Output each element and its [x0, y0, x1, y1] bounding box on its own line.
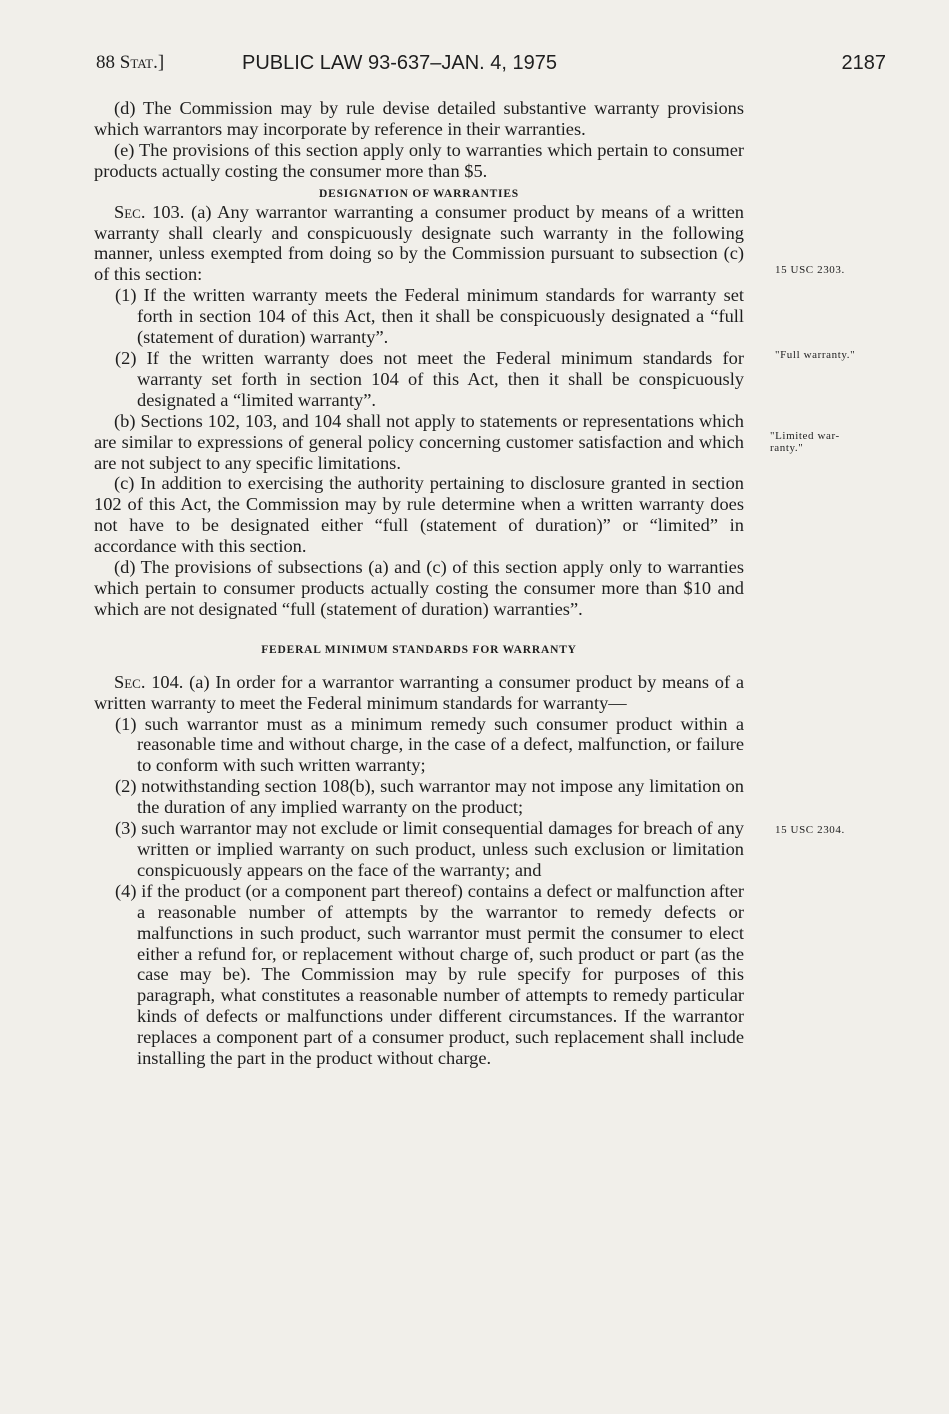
volume-citation: 88 Stat.] [96, 52, 165, 73]
law-title: PUBLIC LAW 93-637–JAN. 4, 1975 [242, 52, 557, 74]
section-103-b: (b) Sections 102, 103, and 104 shall not apply to statements or representations which are similar to expressions of general policy concerning customer satisfaction and which are not subject to any specific limitations. [94, 410, 744, 473]
paragraph-102-d: (d) The Commission may by rule devise detailed substantive warranty provisions which warrantors may incorporate by reference in their warranties. [94, 98, 744, 139]
sidenote-usc-2304: 15 USC 2304. [775, 824, 845, 836]
section-103-a-2: (2) If the written warranty does not meet the Federal minimum standards for warranty set forth in section 104 of this Act, then it shall be conspicuously designated a “limited warranty”. [115, 347, 744, 410]
section-label: Sec. 104. [114, 671, 184, 692]
section-label: Sec. 103. [114, 201, 185, 222]
section-104-a: Sec. 104. (a) In order for a warrantor warranting a consumer product by means of a written warranty to meet the Federal minimum standards for warranty— [94, 671, 745, 713]
sidenote-full-warranty: "Full warranty." [775, 349, 856, 361]
sidenote-limited-warranty: "Limited war- ranty." [770, 430, 840, 454]
section-104-a-4: (4) if the product (or a component part thereof) contains a defect or malfunction after a reasonable number of attempts by the warrantor to remedy defects or malfunctions in such product, such warrantor must permit the consumer to elect either a refund for, or replacement without charge of, such product or part (as the case may be). The Commission may by rule specify for purposes of this paragraph, what constitutes a reasonable number of attempts to remedy particular kinds of defects or malfunctions under different circumstances. If the warrantor replaces a component part of a consumer product, such replacement shall include installing the part in the product without charge. [115, 880, 744, 1069]
heading-federal-minimum-standards: FEDERAL MINIMUM STANDARDS FOR WARRANTY [261, 643, 577, 656]
statute-body [94, 98, 744, 1069]
section-104-a-2: (2) notwithstanding section 108(b), such warrantor may not impose any limitation on the duration of any implied warranty on the product; [115, 776, 744, 818]
section-103-a-1: (1) If the written warranty meets the Federal minimum standards for warranty set forth in section 104 of this Act, then it shall be conspicuously designated a “full (statement of duration) warranty”. [115, 285, 744, 348]
page-number: 2187 [841, 52, 886, 74]
heading-designation-of-warranties: DESIGNATION OF WARRANTIES [319, 187, 519, 200]
section-103-a: Sec. 103. (a) Any warrantor warranting a consumer product by means of a written warranty shall clearly and conspicuously designate such warranty in the following manner, unless exempted from doing so by the Commission pursuant to subsection (c) of this section: [94, 201, 744, 285]
section-104-a-3: (3) such warrantor may not exclude or limit consequential damages for breach of any written or implied warranty on such product, unless such exclusion or limitation conspicuously appears on the face of the warranty; and [115, 818, 744, 880]
section-104-a-1: (1) such warrantor must as a minimum remedy such consumer product within a reasonable time and without charge, in the case of a defect, malfunction, or failure to conform with such written warranty; [115, 713, 744, 776]
sidenote-usc-2303: 15 USC 2303. [775, 264, 845, 276]
paragraph-102-e: (e) The provisions of this section apply only to warranties which pertain to consumer products actually costing the consumer more than $5. [94, 139, 744, 181]
running-header [96, 52, 886, 80]
section-103-c: (c) In addition to exercising the authority pertaining to disclosure granted in section 102 of this Act, the Commission may by rule determine when a written warranty does not have to be designated either “full (statement of duration)” or “limited” in accordance with this section. [94, 473, 744, 557]
section-103-d: (d) The provisions of subsections (a) and (c) of this section apply only to warranties which pertain to consumer products actually costing the consumer more than $10 and which are not designated “full (statement of duration) warranties”. [94, 557, 744, 619]
